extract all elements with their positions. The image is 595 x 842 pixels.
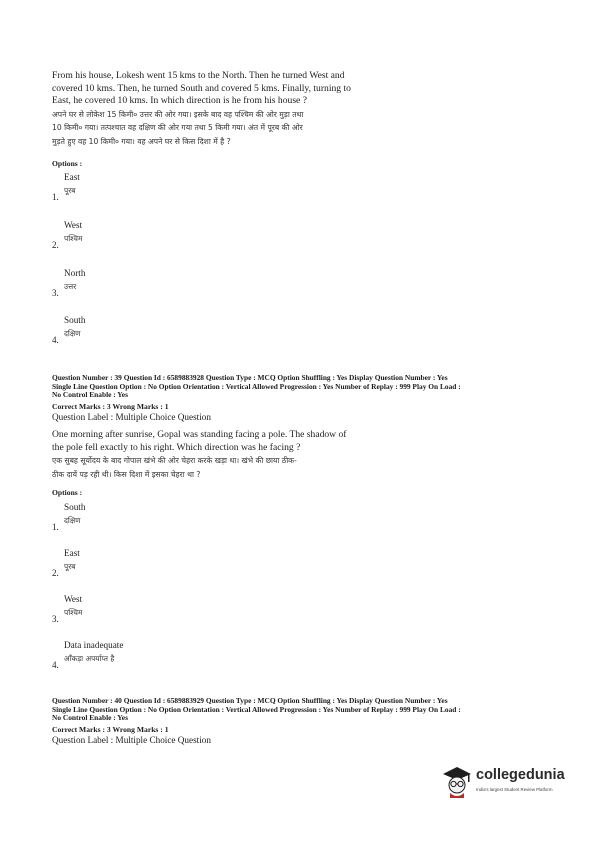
question-38-option-3[interactable]	[52, 268, 352, 304]
question-39-hi-line-1: एक सुबह सूर्योदय के बाद गोपाल खंभे की ओर चेहरा करके खड़ा था। खंभे की छाया ठीक-	[52, 456, 297, 466]
option-label-en: East	[64, 172, 80, 182]
option-label-en: South	[64, 502, 86, 512]
question-39-meta-line-2: Single Line Question Option : No Option Orientation : Vertical Allowed Progression : Yes Number of Replay : 999 Play On Load :	[52, 381, 461, 391]
collegedunia-logo	[440, 764, 580, 800]
options-label: Options :	[52, 159, 83, 168]
question-39-marks: Correct Marks : 3 Wrong Marks : 1	[52, 401, 169, 411]
option-label-en: West	[64, 220, 83, 230]
question-38-hi-line-3: मुड़ते हुए वह 10 किमी० गया। वह अपने घर से किस दिशा में है ?	[52, 136, 231, 146]
question-39-en-line-2: the pole fell exactly to his right. Which direction was he facing ?	[52, 441, 301, 453]
option-label-hi: दक्षिण	[64, 329, 81, 338]
question-39-options-heading	[52, 488, 552, 497]
option-number: 1.	[52, 192, 59, 202]
question-38-en-line-1: From his house, Lokesh went 15 kms to the North. Then he turned West and	[52, 70, 345, 81]
option-label-hi: दक्षिण	[64, 516, 81, 525]
option-number: 2.	[52, 568, 59, 578]
question-39-meta-line-3: No Control Enable : Yes	[52, 390, 128, 400]
option-number: 3.	[52, 614, 59, 624]
option-label-en: West	[64, 594, 83, 604]
option-number: 3.	[52, 288, 59, 298]
question-40-meta	[52, 697, 562, 745]
question-39-en-line-1: One morning after sunrise, Gopal was standing facing a pole. The shadow of	[52, 429, 347, 440]
option-number: 4.	[52, 335, 59, 345]
question-40-label: Question Label : Multiple Choice Question	[52, 734, 211, 745]
option-label-hi: पश्चिम	[64, 234, 83, 243]
question-39-option-4[interactable]	[52, 640, 352, 676]
question-39-hi-line-2: ठीक दायें पड़ रही थी। किस दिशा में इसका चेहरा था ?	[52, 469, 201, 479]
question-39-meta-line-1: Question Number : 39 Question Id : 6589883928 Question Type : MCQ Option Shuffling : Yes Display Question Number : Yes	[52, 373, 448, 382]
question-38-option-4[interactable]	[52, 315, 352, 351]
graduate-mascot-icon	[440, 764, 474, 800]
question-40-meta-line-1: Question Number : 40 Question Id : 6589883929 Question Type : MCQ Option Shuffling : Yes Display Question Number : Yes	[52, 696, 448, 705]
question-38-option-2[interactable]	[52, 220, 352, 256]
brand-name: collegedunia	[476, 767, 565, 783]
question-40-meta-line-3: No Control Enable : Yes	[52, 713, 128, 723]
question-40-marks: Correct Marks : 3 Wrong Marks : 1	[52, 724, 169, 734]
question-39-option-3[interactable]	[52, 594, 352, 630]
option-number: 4.	[52, 660, 59, 670]
option-label-en: South	[64, 315, 86, 325]
question-38-hi-line-2: 10 किमी० गया। तत्पश्चात वह दक्षिण की ओर गया तथा 5 किमी गया। अंत में पूरब की ओर	[52, 123, 303, 133]
option-number: 1.	[52, 522, 59, 532]
question-39-meta	[52, 374, 562, 422]
option-label-hi: पूरब	[64, 562, 76, 571]
question-38-en-line-2: covered 10 kms. Then, he turned South and covered 5 kms. Finally, turning to	[52, 82, 351, 94]
option-label-hi: पूरब	[64, 186, 76, 195]
question-38-options-heading	[52, 159, 552, 168]
options-label: Options :	[52, 488, 83, 497]
question-38-en-line-3: East, he covered 10 kms. In which direction is he from his house ?	[52, 95, 307, 107]
question-38-option-1[interactable]	[52, 172, 352, 208]
option-label-hi: उत्तर	[64, 282, 77, 291]
question-40-meta-line-2: Single Line Question Option : No Option Orientation : Vertical Allowed Progression : Yes Number of Replay : 999 Play On Load :	[52, 704, 461, 714]
question-39-option-1[interactable]	[52, 502, 352, 538]
option-number: 2.	[52, 240, 59, 250]
question-38-hi-line-1: अपने घर से लोकेश 15 किमी० उत्तर की ओर गया। इसके बाद वह पश्चिम की ओर मुड़ा तथा	[52, 109, 304, 119]
option-label-hi: पश्चिम	[64, 608, 83, 617]
question-39-option-2[interactable]	[52, 548, 352, 584]
option-label-en: Data inadequate	[64, 640, 124, 650]
brand-tagline: India's largest Student Review Platform	[476, 787, 553, 792]
question-39-label: Question Label : Multiple Choice Question	[52, 411, 211, 422]
option-label-en: North	[64, 268, 86, 278]
question-38-text	[52, 70, 552, 148]
option-label-en: East	[64, 548, 80, 558]
question-39-text	[52, 429, 552, 481]
option-label-hi: आँकड़ा अपर्याप्त है	[64, 654, 115, 663]
